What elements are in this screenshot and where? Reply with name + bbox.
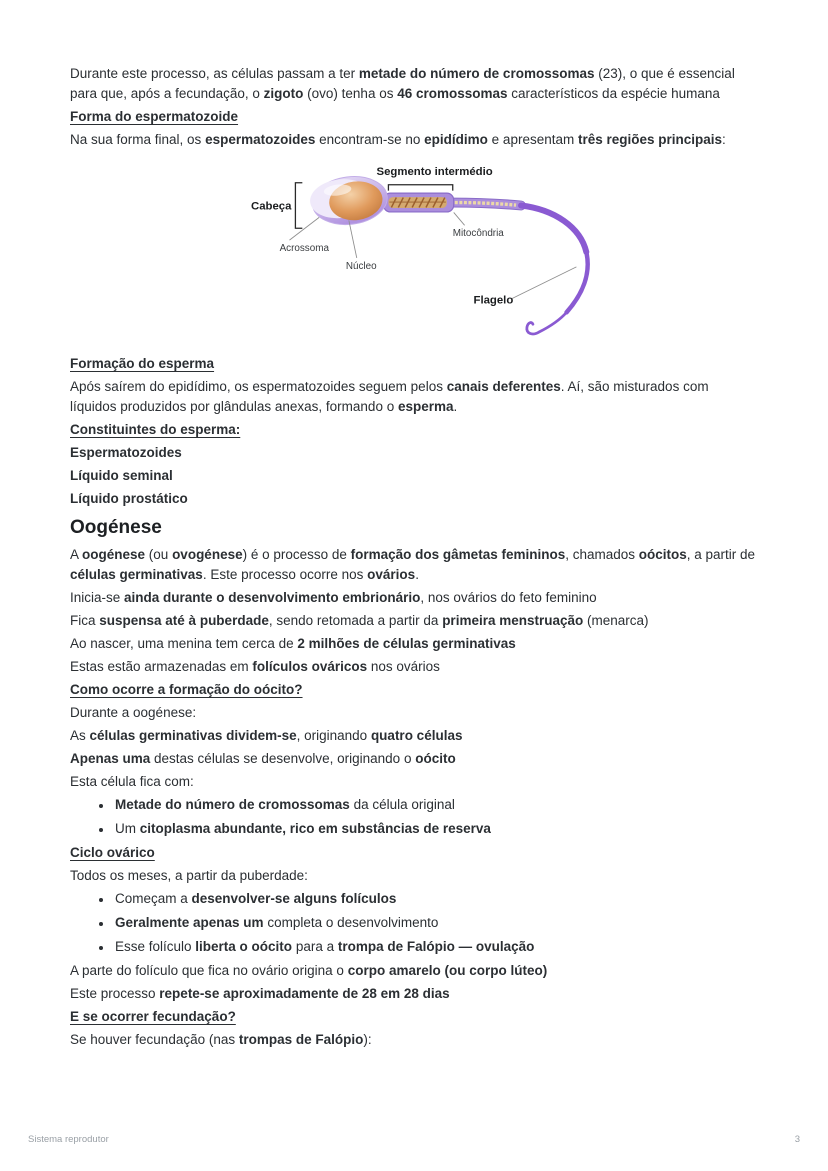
paragraph-suspensa: Fica suspensa até à puberdade, sendo retomada a partir da primeira menstruação (menarca) (70, 613, 649, 628)
list-oocito-caracteristicas (70, 795, 758, 839)
paragraph-durante-oogenese: Durante a oogénese: (70, 705, 197, 720)
paragraph-apenas-uma: Apenas uma destas células se desenvolve, originando o oócito (70, 751, 456, 766)
mitochondria-leader-line (454, 212, 465, 225)
sperm-diagram-svg (226, 158, 630, 346)
paragraph-corpo-amarelo: A parte do folículo que fica no ovário origina o corpo amarelo (ou corpo lúteo) (70, 963, 548, 978)
list-item: • Geralmente apenas um completa o desenvolvimento (113, 913, 758, 933)
label-acrossoma: Acrossoma (279, 243, 329, 255)
sperm-diagram (70, 158, 758, 346)
heading-oogenese: Oogénese (70, 517, 162, 538)
flagellum-proximal (521, 205, 586, 252)
label-mitocondria: Mitocôndria (452, 228, 504, 240)
paragraph-se-houver-fecundacao: Se houver fecundação (nas trompas de Falópio): (70, 1032, 372, 1047)
paragraph-inicia-se: Inicia-se ainda durante o desenvolvimento embrionário, nos ovários do feto feminino (70, 590, 597, 605)
label-lines (289, 212, 576, 298)
paragraph-ao-nascer: Ao nascer, uma menina tem cerca de 2 milhões de células germinativas (70, 636, 516, 651)
heading-formacao-oocito: Como ocorre a formação do oócito? (70, 682, 303, 697)
list-item: • Esse folículo liberta o oócito para a trompa de Falópio — ovulação (113, 937, 758, 957)
footer-title: Sistema reprodutor (28, 1134, 109, 1145)
paragraph-canais-deferentes: Após saírem do epidídimo, os espermatozoides seguem pelos canais deferentes. Aí, são misturados com líquidos produzidos por glândulas anexas, formando o esperma. (70, 379, 709, 414)
page-footer (28, 1134, 800, 1145)
paragraph-foliculos: Estas estão armazenadas em folículos ováricos nos ovários (70, 659, 440, 674)
paragraph-celulas-dividem: As células germinativas dividem-se, originando quatro células (70, 728, 463, 743)
heading-ciclo-ovarico: Ciclo ovárico (70, 845, 155, 860)
nucleus-leader-line (349, 220, 357, 258)
flagellum-tip (527, 312, 567, 334)
paragraph-forma-final: Na sua forma final, os espermatozoides encontram-se no epidídimo e apresentam três regiões principais: (70, 132, 726, 147)
paragraph-todos-os-meses: Todos os meses, a partir da puberdade: (70, 868, 308, 883)
constituinte-liquido-prostatico: Líquido prostático (70, 491, 188, 506)
list-item: • Metade do número de cromossomas da célula original (113, 795, 758, 815)
label-flagelo: Flagelo (473, 294, 514, 307)
midpiece-bracket (388, 185, 452, 191)
label-segmento-intermedio: Segmento intermédio (376, 165, 493, 178)
paragraph-oogenese-def: A oogénese (ou ovogénese) é o processo de formação dos gâmetas femininos, chamados oócitos, a partir de células germinativas. Este processo ocorre nos ovários. (70, 547, 756, 582)
paragraph-esta-celula: Esta célula fica com: (70, 774, 194, 789)
heading-formacao-esperma: Formação do esperma (70, 356, 215, 371)
heading-forma-espermatozoide: Forma do espermatozoide (70, 109, 239, 124)
list-item: • Um citoplasma abundante, rico em substâncias de reserva (113, 819, 758, 839)
label-cabeca: Cabeça (251, 200, 292, 213)
heading-constituintes-esperma: Constituintes do esperma: (70, 422, 241, 437)
heading-fecundacao: E se ocorrer fecundação? (70, 1009, 236, 1024)
head-bracket (295, 183, 302, 229)
flagellum-mid (567, 252, 588, 312)
list-item: • Começam a desenvolver-se alguns folículos (113, 889, 758, 909)
page-number: 3 (794, 1134, 800, 1145)
constituinte-espermatozoides: Espermatozoides (70, 445, 182, 460)
label-nucleo: Núcleo (345, 260, 377, 272)
flagellum-leader-line (512, 267, 576, 299)
acrosome-leader-line (289, 217, 319, 240)
constituinte-liquido-seminal: Líquido seminal (70, 468, 173, 483)
paragraph-28-dias: Este processo repete-se aproximadamente de 28 em 28 dias (70, 986, 450, 1001)
list-ciclo-ovarico (70, 889, 758, 957)
paragraph-intro-chromosomes: Durante este processo, as células passam a ter metade do número de cromossomas (23), o que é essencial para que, após a fecundação, o zigoto (ovo) tenha os 46 cromossomas característicos da espécie humana (70, 66, 735, 101)
